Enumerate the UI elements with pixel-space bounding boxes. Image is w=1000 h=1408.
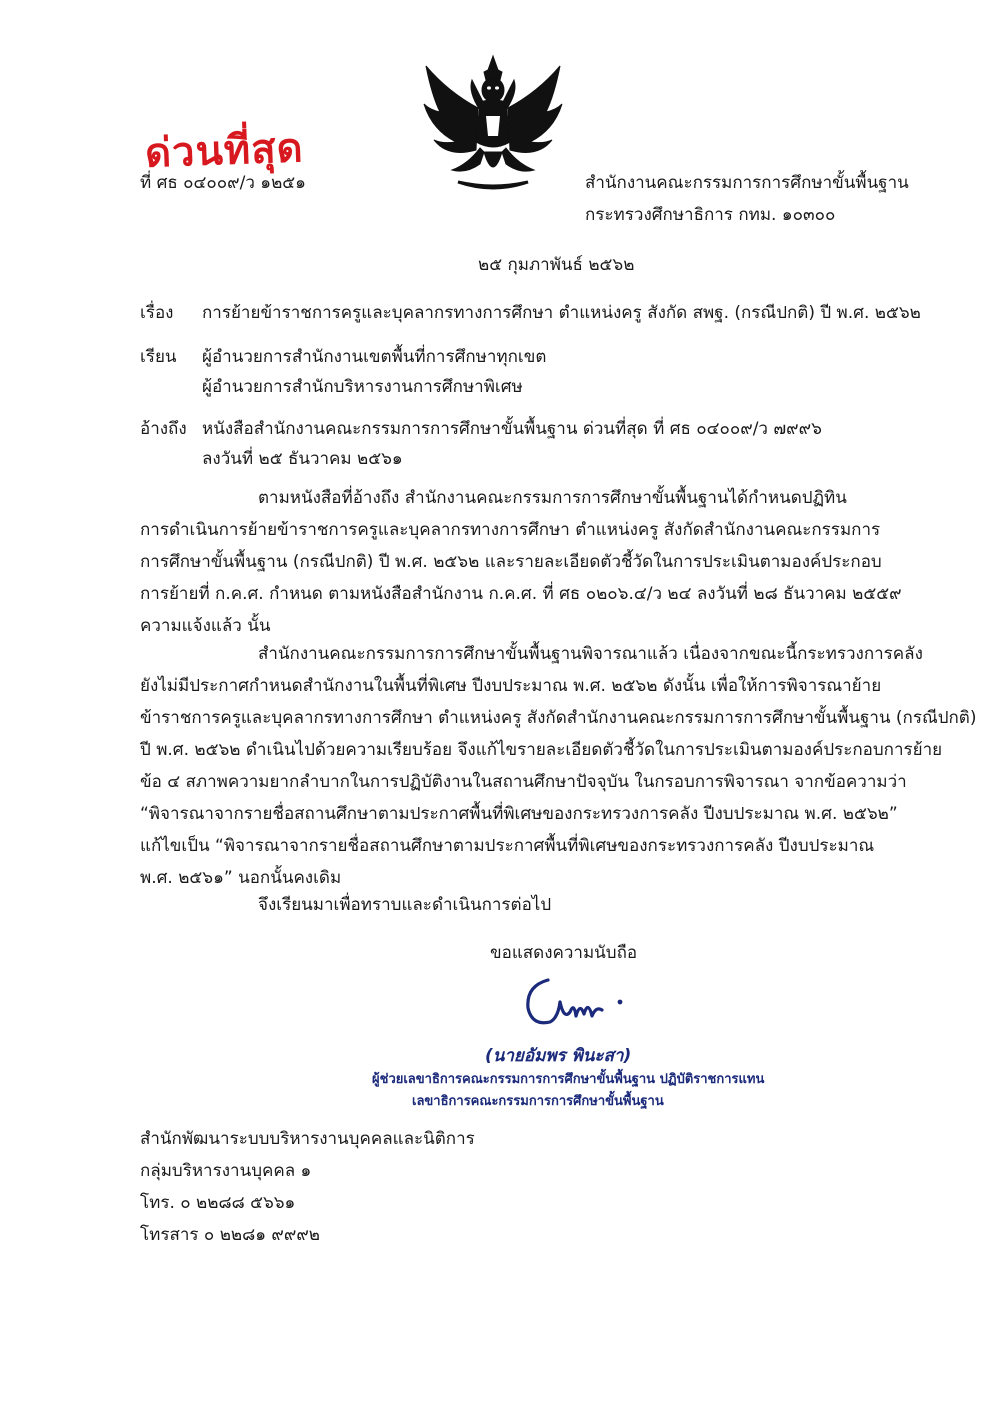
paragraph-line: “พิจารณาจากรายชื่อสถานศึกษาตามประกาศพื้นที่พิเศษของกระทรวงการคลัง ปีงบประมาณ พ.ศ. ๒๕๖๒” [140,804,898,824]
to-line-2: ผู้อำนวยการสำนักบริหารงานการศึกษาพิเศษ [202,377,523,397]
to-row [140,340,546,374]
garuda-emblem-icon [418,52,568,200]
agency-address: กระทรวงศึกษาธิการ กทม. ๑๐๓๐๐ [585,205,836,225]
agency-name: สำนักงานคณะกรรมการการศึกษาขั้นพื้นฐาน [585,173,909,193]
salutation: ขอแสดงความนับถือ [490,943,638,963]
paragraph-line: ความแจ้งแล้ว นั้น [140,616,271,636]
footer-group: กลุ่มบริหารงานบุคคล ๑ [140,1161,312,1181]
paragraph-line: ตามหนังสือที่อ้างถึง สำนักงานคณะกรรมการการศึกษาขั้นพื้นฐานได้กำหนดปฏิทิน [258,488,847,508]
paragraph-line: การดำเนินการย้ายข้าราชการครูและบุคลากรทางการศึกษา ตำแหน่งครู สังกัดสำนักงานคณะกรรมการ [140,520,881,540]
paragraph-line: สำนักงานคณะกรรมการการศึกษาขั้นพื้นฐานพิจารณาแล้ว เนื่องจากขณะนี้กระทรวงการคลัง [258,644,923,664]
paragraph-line: ยังไม่มีประกาศกำหนดสำนักงานในพื้นที่พิเศษ ปีงบประมาณ พ.ศ. ๒๕๖๒ ดังนั้น เพื่อให้การพิจารณาย้าย [140,676,882,696]
reference-label: อ้างถึง [140,419,187,439]
body-paragraph-2 [140,638,977,894]
reference-line-1: หนังสือสำนักงานคณะกรรมการการศึกษาขั้นพื้นฐาน ด่วนที่สุด ที่ ศธ ๐๔๐๐๙/ว ๗๙๙๖ [202,419,822,439]
paragraph-line: ข้าราชการครูและบุคลากรทางการศึกษา ตำแหน่งครู สังกัดสำนักงานคณะกรรมการการศึกษาขั้นพื้นฐาน (กรณีปกติ) [140,708,977,728]
reference-row [140,412,822,446]
paragraph-line: การศึกษาขั้นพื้นฐาน (กรณีปกติ) ปี พ.ศ. ๒๕๖๒ และรายละเอียดตัวชี้วัดในการประเมินตามองค์ประกอบ [140,552,882,572]
closing-sentence: จึงเรียนมาเพื่อทราบและดำเนินการต่อไป [258,895,552,915]
paragraph-line: ข้อ ๔ สภาพความยากลำบากในการปฏิบัติงานในสถานศึกษาปัจจุบัน ในกรอบการพิจารณา จากข้อความว่า [140,772,907,792]
urgency-stamp: ด่วนที่สุด [144,124,305,177]
subject-row [140,296,921,330]
document-date: ๒๕ กุมภาพันธ์ ๒๕๖๒ [478,255,635,275]
reference-line-2: ลงวันที่ ๒๕ ธันวาคม ๒๕๖๑ [202,449,403,469]
footer-office: สำนักพัฒนาระบบบริหารงานบุคคลและนิติการ [140,1129,475,1149]
subject-label: เรื่อง [140,303,174,323]
handwritten-signature [520,972,640,1034]
signatory-position-2: เลขาธิการคณะกรรมการการศึกษาขั้นพื้นฐาน [412,1094,664,1109]
to-label: เรียน [140,347,177,367]
paragraph-line: แก้ไขเป็น “พิจารณาจากรายชื่อสถานศึกษาตามประกาศพื้นที่พิเศษของกระทรวงการคลัง ปีงบประมาณ [140,836,875,856]
signatory-name: (นายอัมพร พินะสา) [485,1046,632,1066]
footer-fax: โทรสาร ๐ ๒๒๘๑ ๙๙๙๒ [140,1225,320,1245]
paragraph-line: ปี พ.ศ. ๒๕๖๒ ดำเนินไปด้วยความเรียบร้อย จึงแก้ไขรายละเอียดตัวชี้วัดในการประเมินตามองค์ประกอบการย้าย [140,740,943,760]
to-line-1: ผู้อำนวยการสำนักงานเขตพื้นที่การศึกษาทุกเขต [202,347,547,367]
paragraph-line: การย้ายที่ ก.ค.ศ. กำหนด ตามหนังสือสำนักงาน ก.ค.ศ. ที่ ศธ ๐๒๐๖.๔/ว ๒๔ ลงวันที่ ๒๘ ธันวาคม ๒๕๕๙ [140,584,902,604]
signatory-position-1: ผู้ช่วยเลขาธิการคณะกรรมการการศึกษาขั้นพื้นฐาน ปฏิบัติราชการแทน [372,1072,765,1087]
body-paragraph-1 [140,482,920,642]
document-number: ที่ ศธ ๐๔๐๐๙/ว ๑๒๕๑ [140,173,306,193]
paragraph-line: พ.ศ. ๒๕๖๑” นอกนั้นคงเดิม [140,868,342,888]
subject-text: การย้ายข้าราชการครูและบุคลากรทางการศึกษา ตำแหน่งครู สังกัด สพฐ. (กรณีปกติ) ปี พ.ศ. ๒๕๖๒ [202,303,921,323]
footer-phone: โทร. ๐ ๒๒๘๘ ๕๖๖๑ [140,1193,296,1213]
